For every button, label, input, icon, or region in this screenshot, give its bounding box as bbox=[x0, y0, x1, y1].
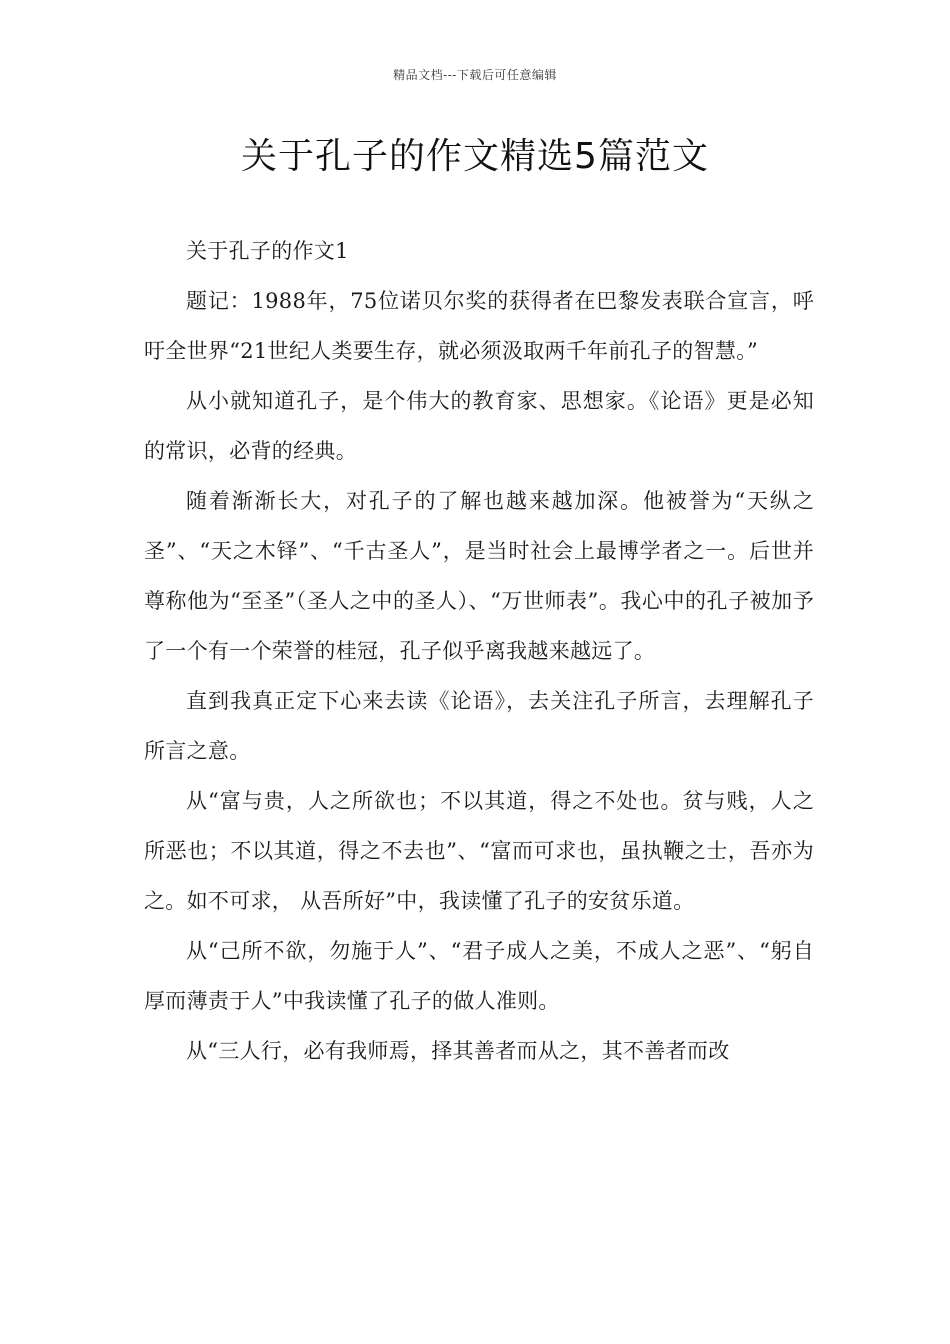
document-title: 关于孔子的作文精选5篇范文 bbox=[241, 136, 709, 177]
section-heading: 关于孔子的作文1 bbox=[186, 239, 349, 263]
paragraph: 从“己所不欲，勿施于人”、“君子成人之美，不成人之恶”、“躬自厚而薄责于人”中我读懂了孔子的做人准则。 bbox=[144, 939, 814, 1013]
paragraph: 从小就知道孔子，是个伟大的教育家、思想家。《论语》更是必知的常识，必背的经典。 bbox=[144, 389, 814, 463]
paragraph: 直到我真正定下心来去读《论语》，去关注孔子所言，去理解孔子所言之意。 bbox=[144, 689, 814, 763]
paragraph: 题记：1988年，75位诺贝尔奖的获得者在巴黎发表联合宣言，呼吁全世界“21世纪人类要生存，就必须汲取两千年前孔子的智慧。” bbox=[144, 289, 814, 363]
paragraph: 随着渐渐长大，对孔子的了解也越来越加深。他被誉为“天纵之圣”、“天之木铎”、“千古圣人”，是当时社会上最博学者之一。后世并尊称他为“至圣”（圣人之中的圣人）、“万世师表”。我心中的孔子被加予了一个有一个荣誉的桂冠，孔子似乎离我越来越远了。 bbox=[144, 489, 814, 663]
document-body bbox=[144, 226, 814, 1076]
paragraph: 从“三人行，必有我师焉，择其善者而从之，其不善者而改 bbox=[186, 1039, 730, 1063]
paragraph: 从“富与贵，人之所欲也；不以其道，得之不处也。贫与贱，人之所恶也；不以其道，得之不去也”、“富而可求也，虽执鞭之士，吾亦为之。如不可求， 从吾所好”中，我读懂了孔子的安贫乐道。 bbox=[144, 789, 814, 913]
header-note: 精品文档---下载后可任意编辑 bbox=[393, 68, 557, 82]
